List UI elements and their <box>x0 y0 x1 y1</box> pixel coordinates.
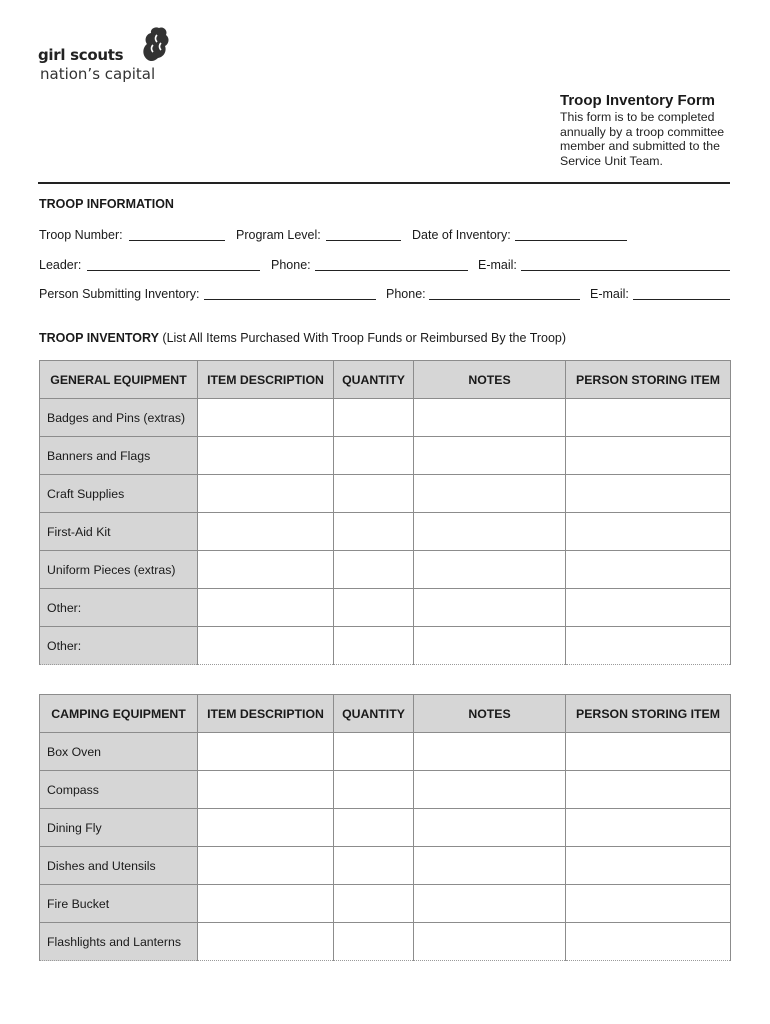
table-row <box>40 847 731 885</box>
leader-phone-label: Phone: <box>271 258 311 272</box>
item-description-cell[interactable] <box>198 771 334 809</box>
person-storing-cell[interactable] <box>566 513 731 551</box>
quantity-cell[interactable] <box>334 589 414 627</box>
table-row <box>40 513 731 551</box>
row-label: Box Oven <box>40 733 198 771</box>
column-header: QUANTITY <box>334 361 414 399</box>
submitter-phone-field[interactable] <box>429 299 580 300</box>
quantity-cell[interactable] <box>334 437 414 475</box>
person-submitting-field[interactable] <box>204 299 376 300</box>
leader-email-label: E-mail: <box>478 258 517 272</box>
notes-cell[interactable] <box>414 627 566 665</box>
row-label: Badges and Pins (extras) <box>40 399 198 437</box>
person-storing-cell[interactable] <box>566 923 731 961</box>
table-row <box>40 885 731 923</box>
quantity-cell[interactable] <box>334 923 414 961</box>
girl-scouts-logo <box>38 30 198 90</box>
troop-info-row-1 <box>39 228 730 246</box>
person-storing-cell[interactable] <box>566 399 731 437</box>
item-description-cell[interactable] <box>198 513 334 551</box>
quantity-cell[interactable] <box>334 627 414 665</box>
form-title: Troop Inventory Form <box>560 92 716 109</box>
camping-equipment-table <box>39 694 731 961</box>
item-description-cell[interactable] <box>198 437 334 475</box>
quantity-cell[interactable] <box>334 551 414 589</box>
troop-inventory-heading-bold: TROOP INVENTORY <box>39 331 159 345</box>
person-storing-cell[interactable] <box>566 627 731 665</box>
quantity-cell[interactable] <box>334 399 414 437</box>
intro-line: member and submitted to the <box>560 139 720 154</box>
notes-cell[interactable] <box>414 885 566 923</box>
leader-email-field[interactable] <box>521 270 730 271</box>
trefoil-profiles-icon <box>120 26 180 62</box>
header-divider <box>38 182 730 184</box>
table-row <box>40 399 731 437</box>
notes-cell[interactable] <box>414 923 566 961</box>
person-storing-cell[interactable] <box>566 885 731 923</box>
column-header: PERSON STORING ITEM <box>566 361 731 399</box>
quantity-cell[interactable] <box>334 513 414 551</box>
row-label: Other: <box>40 627 198 665</box>
column-header: ITEM DESCRIPTION <box>198 695 334 733</box>
column-header: NOTES <box>414 361 566 399</box>
quantity-cell[interactable] <box>334 733 414 771</box>
quantity-cell[interactable] <box>334 771 414 809</box>
person-storing-cell[interactable] <box>566 551 731 589</box>
intro-line: This form is to be completed <box>560 110 715 124</box>
general-equipment-table <box>39 360 731 665</box>
troop-inventory-heading-note: (List All Items Purchased With Troop Funds or Reimbursed By the Troop) <box>158 331 567 345</box>
item-description-cell[interactable] <box>198 589 334 627</box>
table-row <box>40 733 731 771</box>
table-row <box>40 809 731 847</box>
table-header-row <box>40 361 731 399</box>
table-row <box>40 437 731 475</box>
table-row <box>40 551 731 589</box>
column-header: GENERAL EQUIPMENT <box>40 361 198 399</box>
table-row <box>40 589 731 627</box>
notes-cell[interactable] <box>414 589 566 627</box>
column-header: CAMPING EQUIPMENT <box>40 695 198 733</box>
logo-text-line1: girl scouts <box>38 46 124 64</box>
row-label: Dining Fly <box>40 809 198 847</box>
leader-label: Leader: <box>39 258 82 272</box>
leader-phone-field[interactable] <box>315 270 468 271</box>
item-description-cell[interactable] <box>198 733 334 771</box>
troop-number-label: Troop Number: <box>39 228 123 242</box>
table-row <box>40 627 731 665</box>
troop-info-row-2 <box>39 258 730 276</box>
date-of-inventory-field[interactable] <box>515 240 627 241</box>
item-description-cell[interactable] <box>198 551 334 589</box>
intro-line: Service Unit Team. <box>560 153 663 168</box>
item-description-cell[interactable] <box>198 885 334 923</box>
item-description-cell[interactable] <box>198 847 334 885</box>
troop-number-field[interactable] <box>129 240 225 241</box>
row-label: Other: <box>40 589 198 627</box>
troop-information-heading-text: TROOP INFORMATION <box>39 197 174 211</box>
row-label: Dishes and Utensils <box>40 847 198 885</box>
row-label: First-Aid Kit <box>40 513 198 551</box>
column-header: NOTES <box>414 695 566 733</box>
date-of-inventory-label: Date of Inventory: <box>412 228 511 242</box>
notes-cell[interactable] <box>414 399 566 437</box>
quantity-cell[interactable] <box>334 475 414 513</box>
quantity-cell[interactable] <box>334 885 414 923</box>
table-header-row <box>40 695 731 733</box>
submitter-phone-label: Phone: <box>386 287 426 301</box>
item-description-cell[interactable] <box>198 475 334 513</box>
item-description-cell[interactable] <box>198 627 334 665</box>
program-level-label: Program Level: <box>236 228 321 242</box>
notes-cell[interactable] <box>414 437 566 475</box>
item-description-cell[interactable] <box>198 923 334 961</box>
quantity-cell[interactable] <box>334 809 414 847</box>
row-label: Banners and Flags <box>40 437 198 475</box>
table-row <box>40 475 731 513</box>
table-row <box>40 771 731 809</box>
person-submitting-label: Person Submitting Inventory: <box>39 287 200 301</box>
notes-cell[interactable] <box>414 513 566 551</box>
person-storing-cell[interactable] <box>566 733 731 771</box>
troop-information-heading <box>39 197 174 211</box>
column-header: PERSON STORING ITEM <box>566 695 731 733</box>
notes-cell[interactable] <box>414 771 566 809</box>
leader-field[interactable] <box>87 270 260 271</box>
row-label: Compass <box>40 771 198 809</box>
notes-cell[interactable] <box>414 733 566 771</box>
person-storing-cell[interactable] <box>566 437 731 475</box>
logo-text-line2: nation’s capital <box>40 65 156 83</box>
notes-cell[interactable] <box>414 551 566 589</box>
person-storing-cell[interactable] <box>566 809 731 847</box>
quantity-cell[interactable] <box>334 847 414 885</box>
form-intro <box>560 110 740 168</box>
table-row <box>40 923 731 961</box>
program-level-field[interactable] <box>326 240 401 241</box>
column-header: QUANTITY <box>334 695 414 733</box>
person-storing-cell[interactable] <box>566 771 731 809</box>
person-storing-cell[interactable] <box>566 847 731 885</box>
row-label: Uniform Pieces (extras) <box>40 551 198 589</box>
row-label: Flashlights and Lanterns <box>40 923 198 961</box>
person-storing-cell[interactable] <box>566 475 731 513</box>
troop-info-row-3 <box>39 287 730 305</box>
row-label: Fire Bucket <box>40 885 198 923</box>
item-description-cell[interactable] <box>198 809 334 847</box>
submitter-email-field[interactable] <box>633 299 730 300</box>
intro-line: annually by a troop committee <box>560 124 725 139</box>
column-header: ITEM DESCRIPTION <box>198 361 334 399</box>
notes-cell[interactable] <box>414 809 566 847</box>
item-description-cell[interactable] <box>198 399 334 437</box>
notes-cell[interactable] <box>414 847 566 885</box>
notes-cell[interactable] <box>414 475 566 513</box>
troop-inventory-heading <box>39 331 566 345</box>
person-storing-cell[interactable] <box>566 589 731 627</box>
submitter-email-label: E-mail: <box>590 287 629 301</box>
row-label: Craft Supplies <box>40 475 198 513</box>
